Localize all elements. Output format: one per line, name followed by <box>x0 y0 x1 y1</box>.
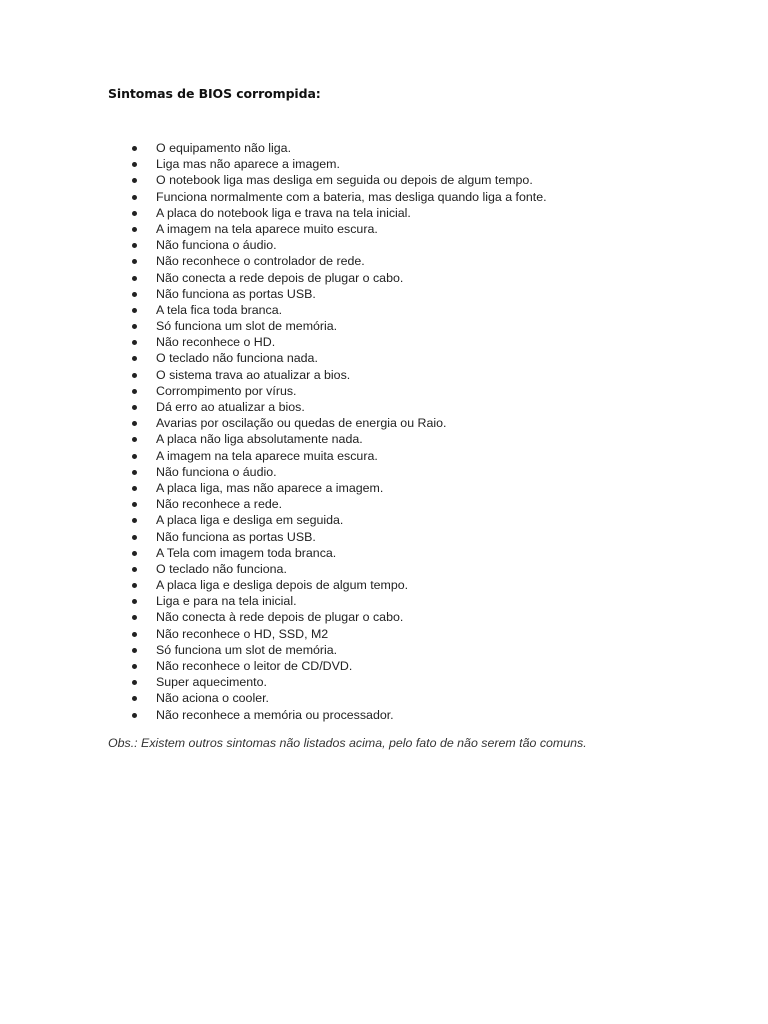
list-item-text: O sistema trava ao atualizar a bios. <box>156 367 351 382</box>
list-item <box>132 253 547 269</box>
list-item-text: Não reconhece a memória ou processador. <box>156 707 394 722</box>
bullet-icon <box>132 696 137 701</box>
list-item-text: Não reconhece o leitor de CD/DVD. <box>156 659 353 673</box>
list-item <box>132 270 547 286</box>
list-item <box>132 221 547 237</box>
list-item <box>132 707 547 723</box>
bullet-icon <box>132 615 137 620</box>
list-item-text: Não funciona as portas USB. <box>156 529 316 544</box>
list-item <box>132 529 547 545</box>
bullet-icon <box>132 583 137 588</box>
list-item <box>132 172 547 188</box>
bullet-icon <box>132 243 137 248</box>
list-item <box>132 205 547 221</box>
list-item <box>132 609 547 625</box>
list-item <box>132 512 547 528</box>
list-item-text: Só funciona um slot de memória. <box>156 319 338 334</box>
bullet-icon <box>132 373 137 378</box>
list-item-text: A tela fica toda branca. <box>156 302 283 317</box>
list-item <box>132 690 547 706</box>
list-item <box>132 577 547 593</box>
list-item <box>132 626 547 642</box>
list-item-text: Dá erro ao atualizar a bios. <box>156 400 305 414</box>
list-item-text: A imagem na tela aparece muita escura. <box>156 448 378 463</box>
list-item-text: Só funciona um slot de memória. <box>156 642 338 657</box>
list-item-text: Não reconhece a rede. <box>156 497 283 512</box>
list-item-text: A Tela com imagem toda branca. <box>156 545 337 560</box>
bullet-icon <box>132 535 137 540</box>
list-item-text: A placa liga, mas não aparece a imagem. <box>156 480 384 495</box>
list-item-text: O notebook liga mas desliga em seguida ou depois de algum tempo. <box>156 173 533 188</box>
list-item <box>132 545 547 561</box>
list-item-text: A placa liga e desliga depois de algum tempo. <box>156 578 409 593</box>
list-item-text: Não funciona o áudio. <box>156 238 277 253</box>
bullet-icon <box>132 713 137 718</box>
list-item <box>132 399 547 415</box>
bullet-icon <box>132 664 137 669</box>
list-item <box>132 464 547 480</box>
document-title: Sintomas de BIOS corrompida: <box>108 86 321 101</box>
list-item-text: A placa do notebook liga e trava na tela inicial. <box>156 205 411 220</box>
list-item-text: Super aquecimento. <box>156 675 267 690</box>
bullet-icon <box>132 599 137 604</box>
list-item-text: O teclado não funciona nada. <box>156 351 318 366</box>
bullet-icon <box>132 632 137 637</box>
list-item <box>132 334 547 350</box>
list-item <box>132 318 547 334</box>
list-item <box>132 415 547 431</box>
bullet-icon <box>132 470 137 475</box>
bullet-icon <box>132 276 137 281</box>
list-item-text: Não funciona o áudio. <box>156 464 277 479</box>
list-item <box>132 431 547 447</box>
bullet-icon <box>132 227 137 232</box>
list-item <box>132 189 547 205</box>
list-item <box>132 448 547 464</box>
list-item-text: Não funciona as portas USB. <box>156 286 316 301</box>
bullet-icon <box>132 567 137 572</box>
list-item <box>132 237 547 253</box>
list-item-text: Avarias por oscilação ou quedas de energia ou Raio. <box>156 416 447 431</box>
list-item-text: Corrompimento por vírus. <box>156 383 297 398</box>
list-item-text: A placa não liga absolutamente nada. <box>156 432 363 447</box>
list-item-text: Não conecta a rede depois de plugar o cabo. <box>156 270 404 285</box>
bullet-icon <box>132 195 137 200</box>
bullet-icon <box>132 146 137 151</box>
bullet-icon <box>132 421 137 426</box>
list-item <box>132 367 547 383</box>
bullet-icon <box>132 389 137 394</box>
bullet-icon <box>132 340 137 345</box>
bullet-icon <box>132 356 137 361</box>
list-item <box>132 593 547 609</box>
list-item <box>132 286 547 302</box>
bullet-icon <box>132 437 137 442</box>
bullet-icon <box>132 518 137 523</box>
list-item <box>132 642 547 658</box>
list-item <box>132 156 547 172</box>
list-item <box>132 383 547 399</box>
bullet-icon <box>132 502 137 507</box>
list-item-text: Não reconhece o HD. <box>156 335 276 350</box>
list-item <box>132 674 547 690</box>
list-item <box>132 140 547 156</box>
footnote: Obs.: Existem outros sintomas não listados acima, pelo fato de não serem tão comuns. <box>108 736 587 750</box>
bullet-icon <box>132 324 137 329</box>
bullet-icon <box>132 178 137 183</box>
list-item-text: Não reconhece o controlador de rede. <box>156 254 365 269</box>
bullet-icon <box>132 259 137 264</box>
list-item-text: Não conecta à rede depois de plugar o cabo. <box>156 610 404 625</box>
bullet-icon <box>132 211 137 216</box>
list-item-text: Funciona normalmente com a bateria, mas desliga quando liga a fonte. <box>156 189 547 204</box>
bullet-icon <box>132 648 137 653</box>
symptom-list <box>132 140 547 723</box>
list-item-text: O equipamento não liga. <box>156 141 292 155</box>
list-item <box>132 496 547 512</box>
bullet-icon <box>132 680 137 685</box>
list-item-text: O teclado não funciona. <box>156 561 287 576</box>
bullet-icon <box>132 162 137 167</box>
list-item-text: A imagem na tela aparece muito escura. <box>156 221 378 236</box>
list-item <box>132 480 547 496</box>
list-item-text: Liga e para na tela inicial. <box>156 594 297 609</box>
list-item <box>132 350 547 366</box>
bullet-icon <box>132 308 137 313</box>
list-item <box>132 561 547 577</box>
list-item-text: Não reconhece o HD, SSD, M2 <box>156 626 329 641</box>
list-item-text: Não aciona o cooler. <box>156 691 269 706</box>
list-item-text: A placa liga e desliga em seguida. <box>156 513 344 528</box>
bullet-icon <box>132 551 137 556</box>
list-item <box>132 302 547 318</box>
bullet-icon <box>132 292 137 297</box>
bullet-icon <box>132 486 137 491</box>
bullet-icon <box>132 405 137 410</box>
list-item-text: Liga mas não aparece a imagem. <box>156 157 340 172</box>
list-item <box>132 658 547 674</box>
bullet-icon <box>132 454 137 459</box>
